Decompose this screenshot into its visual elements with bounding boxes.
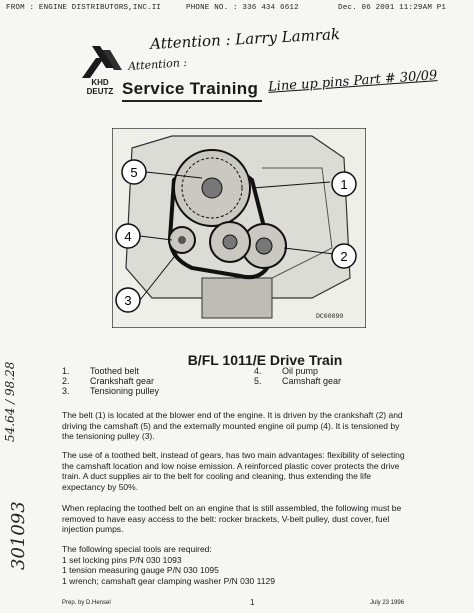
footer-date: July 23 1996 (370, 600, 405, 606)
paragraph-belt-advantages: The use of a toothed belt, instead of gears, has two main advantages: flexibility of selecting the camshaft location and low noise emission. A reinforced plastic cover protects the drive train. A duct supplies air to the belt for cooling and cleaning, thus extending the life expectancy by 50%. (62, 450, 405, 492)
tool-item: 1 wrench; camshaft gear clamping washer P/N 030 1129 (62, 575, 275, 586)
legend-left (62, 366, 159, 396)
logo-text (80, 78, 120, 96)
tool-item: 1 set locking pins P/N 030 1093 (62, 554, 182, 565)
callout-3: 3 (124, 293, 132, 308)
logo-line-deutz: DEUTZ (86, 87, 114, 96)
legend-right (254, 366, 341, 386)
legend-item: 4. Oil pump (254, 366, 319, 376)
title-underline (122, 100, 262, 102)
footer-page-number: 1 (250, 598, 255, 607)
tools-intro: The following special tools are required: (62, 544, 212, 554)
callout-2: 2 (340, 249, 348, 264)
callout-5: 5 (130, 165, 138, 180)
footer-prepared-by: Prep. by D.Hensel (62, 600, 111, 606)
callout-4: 4 (124, 229, 132, 244)
fax-phone: PHONE NO. : 336 434 6612 (186, 4, 299, 12)
legend-item: 3. Tensioning pulley (62, 386, 160, 396)
drive-train-figure (112, 128, 366, 328)
paragraph-belt-location: The belt (1) is located at the blower end of the engine. It is driven by the crankshaft (2) and driving the camshaft (5) and the externally mounted engine oil pump (4). It is tensioned by the tensioning pulley (3). (62, 410, 403, 441)
handwritten-part-note: Line up pins Part # 30/09 (267, 68, 438, 95)
callout-1: 1 (340, 177, 348, 192)
handwritten-attention-label: Attention : (127, 55, 188, 74)
legend-item: 5. Camshaft gear (254, 376, 342, 386)
drawing-code: DC00090 (316, 313, 344, 320)
fax-date: Dec. 06 2001 11:29AM P1 (338, 4, 447, 12)
paragraph-replacement: When replacing the toothed belt on an engine that is still assembled, the following must be removed to have easy access to the belt: rocker brackets, V-belt pulley, dust cover, fuel injection pumps. (62, 503, 402, 534)
legend-item: 1. Toothed belt (62, 366, 140, 376)
legend-item: 2. Crankshaft gear (62, 376, 155, 386)
section-title: B/FL 1011/E Drive Train (187, 352, 343, 368)
tools-list (62, 544, 275, 586)
page-title: Service Training (122, 79, 259, 98)
handwritten-attention-line: Attention : Larry Lamrak (149, 25, 341, 53)
tool-item: 1 tension measuring gauge P/N 030 1095 (62, 565, 219, 575)
logo-line-khd: KHD (91, 78, 109, 87)
fax-from: FROM : ENGINE DISTRIBUTORS,INC.II (6, 4, 162, 12)
oil-pan (202, 278, 272, 318)
